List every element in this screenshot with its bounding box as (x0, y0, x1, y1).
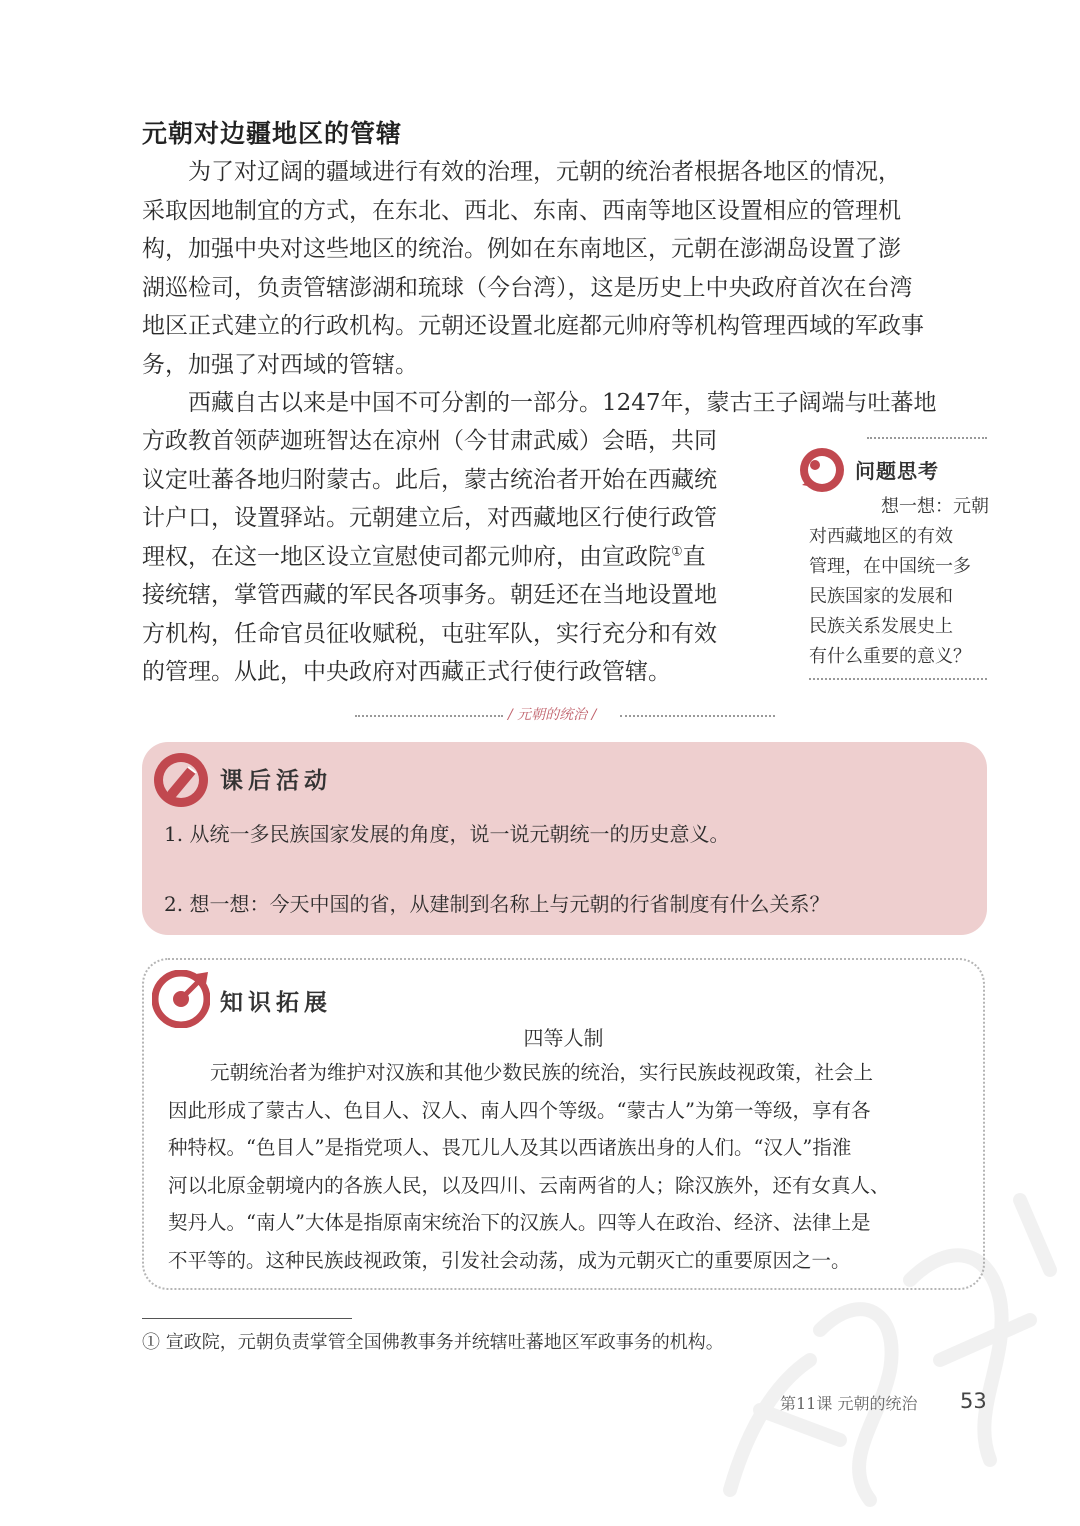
text-line: 种特权。“色目人”是指党项人、畏兀儿人及其以西诸族出身的人们。“汉人”指淮 (168, 1136, 852, 1159)
sidebar-text (809, 492, 989, 672)
text-line: 采取因地制宜的方式，在东北、西北、东南、西南等地区设置相应的管理机 (142, 197, 901, 224)
text-line: 契丹人。“南人”大体是指原南宋统治下的汉族人。四等人在政治、经济、法律上是 (168, 1211, 871, 1234)
text-line: 议定吐蕃各地归附蒙古。此后，蒙古统治者开始在西藏统 (142, 466, 717, 493)
paragraph-frontier-governance (142, 153, 987, 384)
text-line: 元朝统治者为维护对汉族和其他少数民族的统治，实行民族歧视政策，社会上 (210, 1061, 874, 1084)
question-bubble-icon (797, 445, 847, 495)
text-line: 构，加强中央对这些地区的统治。例如在东南地区，元朝在澎湖岛设置了澎 (142, 236, 901, 262)
divider-label: / 元朝的统治 / (508, 707, 597, 723)
text-line: 河以北原金朝境内的各族人民，以及四川、云南两省的人；除汉族外，还有女真人、 (168, 1173, 890, 1197)
activity-pencil-icon (152, 751, 210, 809)
text-line: 方机构，任命官员征收赋税，屯驻军队，实行充分和有效 (142, 620, 717, 647)
text-line (142, 538, 762, 577)
knowledge-subtitle: 四等人制 (523, 1026, 604, 1050)
text-line: 接统辖，掌管西藏的军民各项事务。朝廷还在当地设置地 (142, 582, 717, 608)
knowledge-text (168, 1054, 964, 1279)
text-line: 方政教首领萨迦班智达在凉州（今甘肃武威）会晤，共同 (142, 428, 717, 454)
activity-title: 课后活动 (220, 768, 332, 794)
knowledge-extension-box (142, 958, 985, 1290)
after-class-activity-box (142, 742, 987, 935)
dotted-line (355, 715, 503, 717)
dotted-divider (809, 678, 987, 680)
text-line: 民族国家的发展和 (809, 586, 953, 607)
dotted-divider (867, 437, 987, 439)
activity-item: 1. 从统一多民族国家发展的角度，说一说元朝统一的历史意义。 (164, 822, 730, 846)
text-line: 有什么重要的意义？ (809, 646, 971, 667)
footnote-rule (142, 1318, 352, 1319)
text-line: 管理，在中国统一多 (809, 556, 971, 577)
text-line: 西藏自古以来是中国不可分割的一部分。1247年，蒙古王子阔端与吐蕃地 (188, 390, 937, 416)
dotted-line (620, 715, 775, 717)
text-line: 的管理。从此，中央政府对西藏正式行使行政管辖。 (142, 659, 671, 685)
text-fragment: 直 (682, 543, 706, 570)
text-line: 民族关系发展史上 (809, 616, 953, 637)
knowledge-title: 知识拓展 (220, 990, 332, 1016)
text-line: 因此形成了蒙古人、色目人、汉人、南人四个等级。“蒙古人”为第一等级，享有各 (168, 1098, 871, 1122)
footnote: ① 宣政院，元朝负责掌管全国佛教事务并统辖吐蕃地区军政事务的机构。 (142, 1332, 724, 1353)
footnote-marker[interactable]: ① (671, 543, 683, 559)
footer-lesson: 第11课 元朝的统治 (780, 1394, 918, 1413)
knowledge-arrow-icon (152, 970, 210, 1028)
page-number: 53 (960, 1389, 987, 1413)
sidebar-title: 问题思考 (855, 459, 939, 483)
text-line: 想一想：元朝 (881, 496, 989, 517)
activity-item: 2. 想一想：今天中国的省，从建制到名称上与元朝的行省制度有什么关系？ (164, 892, 830, 916)
text-line: 为了对辽阔的疆域进行有效的治理，元朝的统治者根据各地区的情况， (188, 159, 901, 185)
section-title: 元朝对边疆地区的管辖 (142, 119, 403, 148)
paragraph-tibet-first-line (142, 384, 987, 423)
text-line: 不平等的。这种民族歧视政策，引发社会动荡，成为元朝灭亡的重要原因之一。 (168, 1248, 851, 1272)
paragraph-tibet (142, 422, 762, 692)
text-line: 对西藏地区的有效 (809, 526, 953, 547)
text-fragment: 理权，在这一地区设立宣慰使司都元帅府，由宣政院 (142, 543, 671, 570)
text-line: 务，加强了对西域的管辖。 (142, 351, 418, 378)
text-line: 计户口，设置驿站。元朝建立后，对西藏地区行使行政管 (142, 505, 717, 531)
lesson-divider (355, 702, 775, 728)
text-line: 地区正式建立的行政机构。元朝还设置北庭都元帅府等机构管理西域的军政事 (142, 313, 924, 339)
question-sidebar (797, 437, 987, 682)
text-line: 湖巡检司，负责管辖澎湖和琉球（今台湾），这是历史上中央政府首次在台湾 (142, 274, 913, 301)
